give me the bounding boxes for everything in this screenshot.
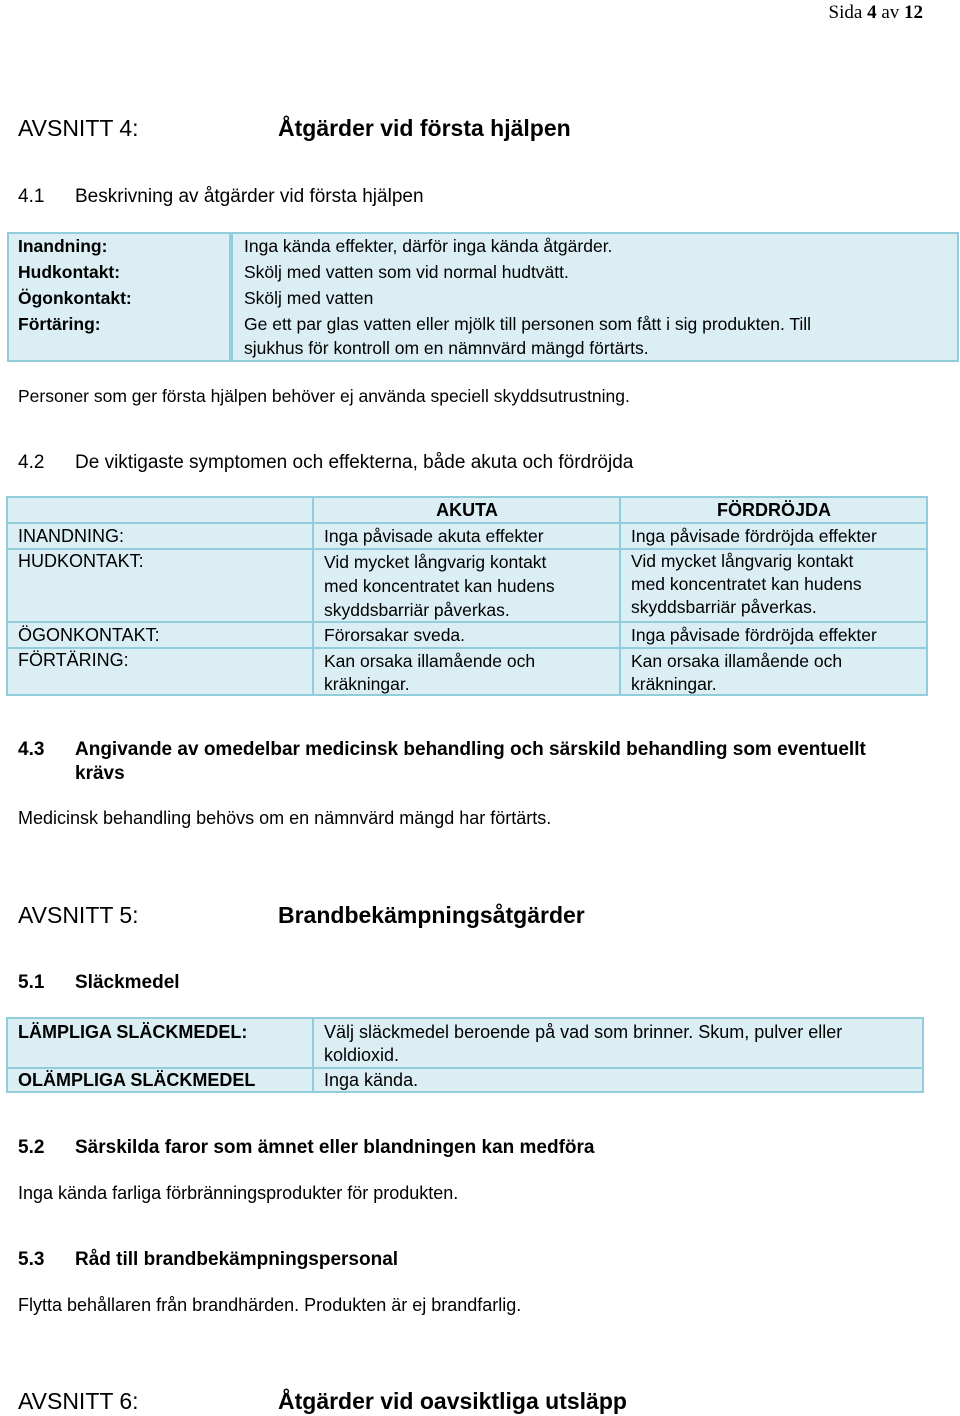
section4-number: AVSNITT 4:	[18, 115, 139, 141]
s41-label-ingestion: Förtäring:	[18, 314, 101, 334]
s43-number: 4.3	[18, 739, 45, 760]
s41-label-inhalation: Inandning:	[18, 236, 108, 256]
s42-label-skin: HUDKONTAKT:	[18, 551, 144, 571]
s41-label-eye: Ögonkontakt:	[18, 288, 132, 308]
s42-col-acute: AKUTA	[436, 500, 498, 520]
s41-note: Personer som ger första hjälpen behöver ej använda speciell skyddsutrustning.	[18, 386, 630, 406]
s42-acute-ingestion-2: kräkningar.	[324, 674, 410, 694]
s52-title: Särskilda faror som ämnet eller blandningen kan medföra	[75, 1137, 595, 1158]
section5-number: AVSNITT 5:	[18, 902, 139, 928]
s51-title: Släckmedel	[75, 972, 180, 993]
s42-title: De viktigaste symptomen och effekterna, både akuta och fördröjda	[75, 452, 634, 473]
s41-number: 4.1	[18, 186, 45, 207]
page-number	[829, 2, 923, 24]
s41-text-eye: Skölj med vatten	[244, 288, 374, 308]
s51-suitable-text-2: koldioxid.	[324, 1045, 400, 1065]
page-sep: av	[881, 2, 900, 23]
page-current: 4	[867, 2, 877, 23]
section6-title: Åtgärder vid oavsiktliga utsläpp	[278, 1388, 627, 1414]
s42-delayed-eye: Inga påvisade fördröjda effekter	[631, 625, 877, 645]
s42-label-inhalation: INANDNING:	[18, 526, 125, 546]
s42-col-delayed: FÖRDRÖJDA	[716, 500, 831, 520]
s42-delayed-skin-2: med koncentratet kan hudens	[631, 574, 862, 594]
page-total: 12	[904, 2, 923, 23]
s53-title: Råd till brandbekämpningspersonal	[75, 1249, 399, 1270]
s42-acute-skin-3: skyddsbarriär påverkas.	[324, 600, 510, 620]
s42-delayed-inhalation: Inga påvisade fördröjda effekter	[631, 526, 877, 546]
s43-title-line2: krävs	[75, 763, 125, 784]
s42-delayed-ingestion-1: Kan orsaka illamående och	[631, 651, 843, 671]
s42-acute-skin-2: med koncentratet kan hudens	[324, 576, 555, 596]
s42-acute-eye: Förorsakar sveda.	[324, 625, 466, 645]
s42-acute-ingestion-1: Kan orsaka illamående och	[324, 651, 536, 671]
s43-title-line1: Angivande av omedelbar medicinsk behandling och särskild behandling som eventuellt	[75, 739, 866, 760]
s41-text-skin: Skölj med vatten som vid normal hudtvätt.	[244, 262, 569, 282]
s53-number: 5.3	[18, 1249, 45, 1270]
s52-number: 5.2	[18, 1137, 45, 1158]
s42-delayed-skin-1: Vid mycket långvarig kontakt	[631, 551, 854, 571]
s41-title: Beskrivning av åtgärder vid första hjälpen	[75, 186, 424, 207]
s51-suitable-label: LÄMPLIGA SLÄCKMEDEL:	[18, 1022, 248, 1042]
s42-label-ingestion: FÖRTÄRING:	[18, 650, 129, 670]
page-label: Sida	[828, 2, 863, 23]
s51-unsuitable-label: OLÄMPLIGA SLÄCKMEDEL	[18, 1070, 256, 1090]
s42-number: 4.2	[18, 452, 45, 473]
s42-acute-inhalation: Inga påvisade akuta effekter	[324, 526, 544, 546]
s42-delayed-skin-3: skyddsbarriär påverkas.	[631, 597, 817, 617]
section5-title: Brandbekämpningsåtgärder	[278, 902, 585, 928]
s51-number: 5.1	[18, 972, 45, 993]
s43-text: Medicinsk behandling behövs om en nämnvärd mängd har förtärts.	[18, 808, 552, 828]
s42-delayed-ingestion-2: kräkningar.	[631, 674, 717, 694]
section6-number: AVSNITT 6:	[18, 1388, 139, 1414]
s41-text-ingestion-2: sjukhus för kontroll om en nämnvärd mängd förtärts.	[244, 338, 649, 358]
s42-acute-skin-1: Vid mycket långvarig kontakt	[324, 552, 547, 572]
s53-text: Flytta behållaren från brandhärden. Produkten är ej brandfarlig.	[18, 1295, 522, 1315]
s41-text-inhalation: Inga kända effekter, därför inga kända åtgärder.	[244, 236, 613, 256]
s51-divider-col	[312, 1017, 314, 1093]
section4-title: Åtgärder vid första hjälpen	[278, 115, 571, 141]
s42-label-eye: ÖGONKONTAKT:	[18, 625, 160, 645]
s42-divider-col2	[619, 496, 621, 696]
s51-suitable-text-1: Välj släckmedel beroende på vad som brinner. Skum, pulver eller	[324, 1022, 843, 1042]
s52-text: Inga kända farliga förbränningsprodukter för produkten.	[18, 1183, 459, 1203]
s42-divider-col1	[312, 496, 314, 696]
s51-unsuitable-text: Inga kända.	[324, 1070, 419, 1090]
s41-text-ingestion: Ge ett par glas vatten eller mjölk till personen som fått i sig produkten. Till	[244, 314, 812, 334]
s41-label-skin: Hudkontakt:	[18, 262, 121, 282]
